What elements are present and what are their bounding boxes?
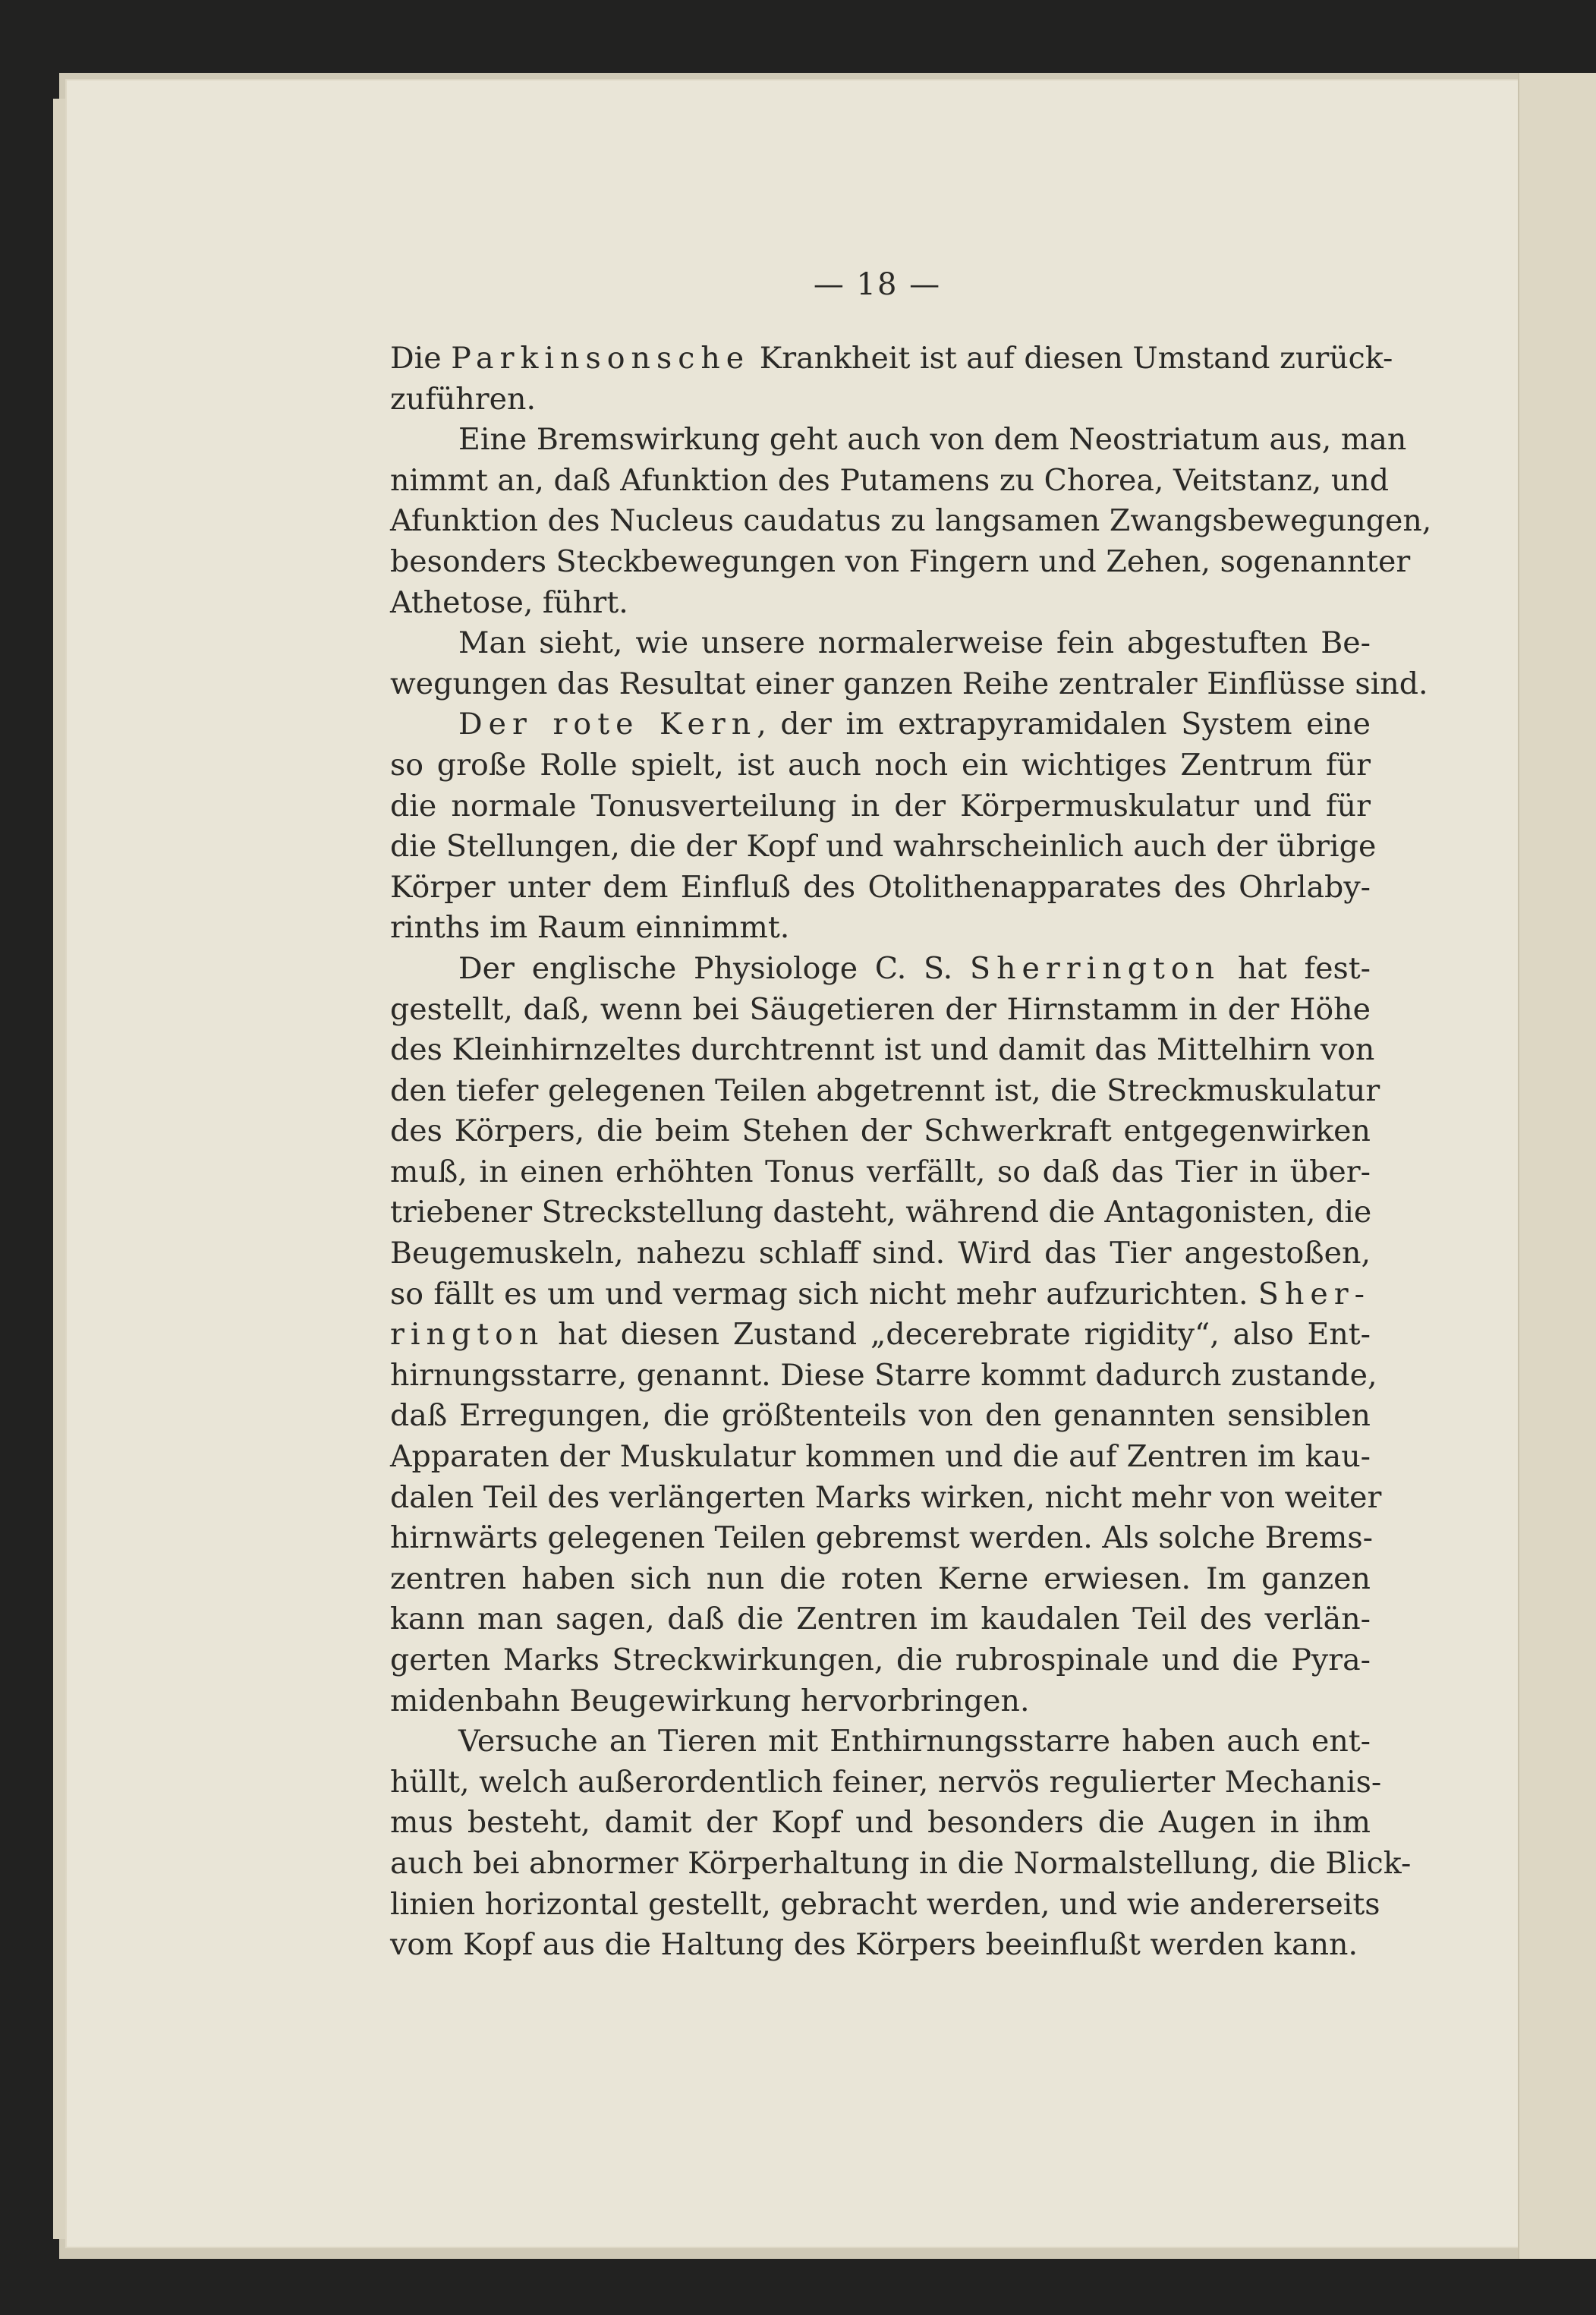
text-segment: besonders Steckbewegungen von Fingern und Zehen, sogenannter (390, 543, 1411, 579)
text-line (390, 501, 1431, 542)
line-row (390, 1844, 1412, 1885)
line-row (390, 1559, 1371, 1600)
text-segment: Afunktion des Nucleus caudatus zu langsamen Zwangsbewegungen, (390, 503, 1432, 539)
text-line (390, 786, 1371, 827)
paragraph (390, 704, 1377, 949)
line-row (390, 1599, 1371, 1640)
text-segment: so fällt es um und vermag sich nicht mehr aufzurichten. (390, 1276, 1258, 1312)
line-row (390, 1885, 1380, 1926)
text-segment: die Stellungen, die der Kopf und wahrscheinlich auch der übrige (390, 829, 1377, 865)
line-row (390, 1192, 1371, 1233)
text-segment: hirnungsstarre, genannt. Diese Starre kommt dadurch zustande, (390, 1357, 1377, 1393)
paragraph (390, 339, 1393, 420)
text-segment: Körper unter dem Einfluß des Otolithenapparates des Ohrlaby- (390, 869, 1371, 905)
line-row (390, 380, 1371, 420)
text-segment: daß Erregungen, die größtenteils von den genannten sensiblen (390, 1398, 1371, 1434)
text-segment: auch bei abnormer Körperhaltung in die Normalstellung, die Blick- (390, 1845, 1412, 1881)
line-row (390, 990, 1371, 1031)
text-segment: mus besteht, damit der Kopf und besonders die Augen in ihm (390, 1805, 1371, 1841)
text-line (390, 585, 628, 620)
line-row (390, 1681, 1371, 1722)
line-row (390, 1640, 1371, 1681)
text-segment: zuführen. (390, 381, 537, 417)
text-segment: zentren haben sich nun die roten Kerne erwiesen. Im ganzen (390, 1561, 1371, 1596)
text-segment: vom Kopf aus die Haltung des Körpers beeinflußt werden kann. (390, 1927, 1358, 1963)
text-segment: Versuche an Tieren mit Enthirnungsstarre haben auch ent- (458, 1724, 1371, 1759)
text-segment: midenbahn Beugewirkung hervorbringen. (390, 1683, 1030, 1718)
text-line (458, 1721, 1371, 1762)
text-line (390, 461, 1389, 502)
line-row (390, 1925, 1371, 1966)
line-row (390, 786, 1371, 827)
text-line (390, 1315, 1371, 1356)
text-line (458, 704, 1371, 745)
line-row (390, 1518, 1371, 1559)
line-row (390, 1478, 1382, 1519)
text-line (390, 1356, 1377, 1397)
line-row (390, 1274, 1371, 1315)
text-segment: triebener Streckstellung dasteht, während die Antagonisten, die (390, 1195, 1372, 1230)
paragraph (390, 1721, 1412, 1966)
text-line (390, 542, 1410, 583)
text-line (390, 1030, 1374, 1071)
spaced-name: Sherrington (970, 950, 1221, 986)
line-row (390, 949, 1371, 990)
line-row (390, 868, 1371, 909)
spaced-name: rington (390, 1317, 545, 1353)
text-segment: Eine Bremswirkung geht auch von dem Neostriatum aus, man (458, 422, 1407, 458)
text-segment: nimmt an, daß Afunktion des Putamens zu Chorea, Veitstanz, und (390, 462, 1390, 498)
line-row (390, 461, 1390, 502)
text-line (390, 745, 1371, 786)
text-segment: , der im extrapyramidalen System eine (757, 707, 1371, 742)
text-segment: Der englische Physiologe C. S. (458, 950, 971, 986)
text-line (390, 990, 1371, 1031)
text-segment: muß, in einen erhöhten Tonus verfällt, so daß das Tier in über- (390, 1154, 1371, 1189)
line-row (390, 1803, 1371, 1844)
text-line (390, 1885, 1380, 1926)
text-line (390, 1437, 1371, 1478)
text-segment: linien horizontal gestellt, gebracht werden, und wie andererseits (390, 1886, 1380, 1922)
line-row (390, 583, 1371, 624)
text-line (390, 1927, 1358, 1962)
line-row (390, 1437, 1371, 1478)
paragraph (390, 949, 1382, 1721)
line-row (390, 1071, 1380, 1112)
text-segment: Apparaten der Muskulatur kommen und die auf Zentren im kau- (390, 1439, 1371, 1475)
text-line (390, 1111, 1371, 1152)
line-row (390, 745, 1371, 786)
text-segment: gerten Marks Streckwirkungen, die rubrospinale und die Pyra- (390, 1643, 1371, 1677)
text-segment: des Kleinhirnzeltes durchtrennt ist und damit das Mittelhirn von (390, 1032, 1375, 1068)
text-line (390, 1233, 1371, 1274)
text-line (390, 1803, 1371, 1844)
text-segment: des Körpers, die beim Stehen der Schwerkraft entgegenwirken (390, 1113, 1371, 1149)
text-segment: Die (390, 341, 452, 376)
line-row (390, 542, 1411, 583)
text-line (390, 1844, 1411, 1885)
text-segment: den tiefer gelegenen Teilen abgetrennt ist, die Streckmuskulatur (390, 1072, 1380, 1108)
text-line (390, 868, 1371, 909)
text-segment: hat diesen Zustand „decerebrate rigidity“, also Ent- (544, 1317, 1371, 1353)
line-row (390, 623, 1371, 664)
text-segment: hat fest- (1220, 950, 1371, 986)
text-line (390, 1683, 1030, 1718)
line-row (390, 1356, 1377, 1397)
spaced-name: Der rote Kern (458, 707, 757, 742)
text-segment: wegungen das Resultat einer ganzen Reihe zentraler Einflüsse sind. (390, 666, 1428, 701)
line-row (390, 501, 1432, 542)
text-line (390, 910, 789, 945)
text-segment: hirnwärts gelegenen Teilen gebremst werden. Als solche Brems- (390, 1520, 1373, 1556)
line-row (390, 827, 1377, 868)
text-line (390, 339, 1393, 380)
text-segment: so große Rolle spielt, ist auch noch ein wichtiges Zentrum für (390, 747, 1371, 783)
text-segment: gestellt, daß, wenn bei Säugetieren der Hirnstamm in der Höhe (390, 991, 1371, 1027)
line-row (390, 704, 1371, 745)
spaced-name: Parkinsonsche (451, 341, 751, 376)
text-segment: Athetose, führt. (390, 584, 628, 620)
line-row (390, 1396, 1371, 1437)
text-line (390, 1559, 1371, 1600)
text-line (390, 1152, 1371, 1193)
text-line (390, 1762, 1381, 1803)
text-segment: die normale Tonusverteilung in der Körpermuskulatur und für (390, 788, 1371, 824)
text-line (390, 1274, 1371, 1315)
text-line (390, 382, 536, 417)
text-line (390, 1192, 1371, 1233)
line-row (390, 1152, 1371, 1193)
line-row (390, 908, 1371, 949)
text-line (390, 1599, 1371, 1640)
page-number: — 18 — (813, 267, 942, 302)
text-segment: hüllt, welch außerordentlich feiner, nervös regulierter Mechanis- (390, 1764, 1382, 1800)
paragraph (390, 623, 1428, 704)
line-row (390, 1315, 1371, 1356)
text-line (390, 1478, 1381, 1519)
next-page-edge (1518, 73, 1596, 2259)
text-line (458, 420, 1406, 461)
text-line (390, 1071, 1380, 1112)
paragraph (390, 420, 1432, 623)
spaced-name: Sher- (1258, 1276, 1371, 1312)
line-row (390, 664, 1428, 705)
line-row (390, 1030, 1375, 1071)
text-line (458, 949, 1371, 990)
text-line (390, 827, 1376, 868)
line-row (390, 1721, 1371, 1762)
text-line (390, 666, 1428, 701)
text-line (458, 623, 1371, 664)
text-segment: dalen Teil des verlängerten Marks wirken, nicht mehr von weiter (390, 1479, 1382, 1515)
text-line (390, 1640, 1371, 1681)
line-row (390, 1111, 1371, 1152)
text-segment: rinths im Raum einnimmt. (390, 910, 790, 946)
text-segment: kann man sagen, daß die Zentren im kaudalen Teil des verlän- (390, 1602, 1371, 1637)
line-row (390, 339, 1393, 380)
text-line (390, 1396, 1371, 1437)
body-text (390, 339, 1432, 1966)
text-segment: Beugemuskeln, nahezu schlaff sind. Wird das Tier angestoßen, (390, 1236, 1371, 1271)
line-row (390, 1233, 1371, 1274)
text-segment: Krankheit ist auf diesen Umstand zurück- (750, 341, 1393, 376)
text-segment: Man sieht, wie unsere normalerweise fein abgestuften Be- (458, 625, 1371, 661)
line-row (390, 1762, 1382, 1803)
line-row (390, 420, 1407, 461)
text-line (390, 1518, 1373, 1559)
